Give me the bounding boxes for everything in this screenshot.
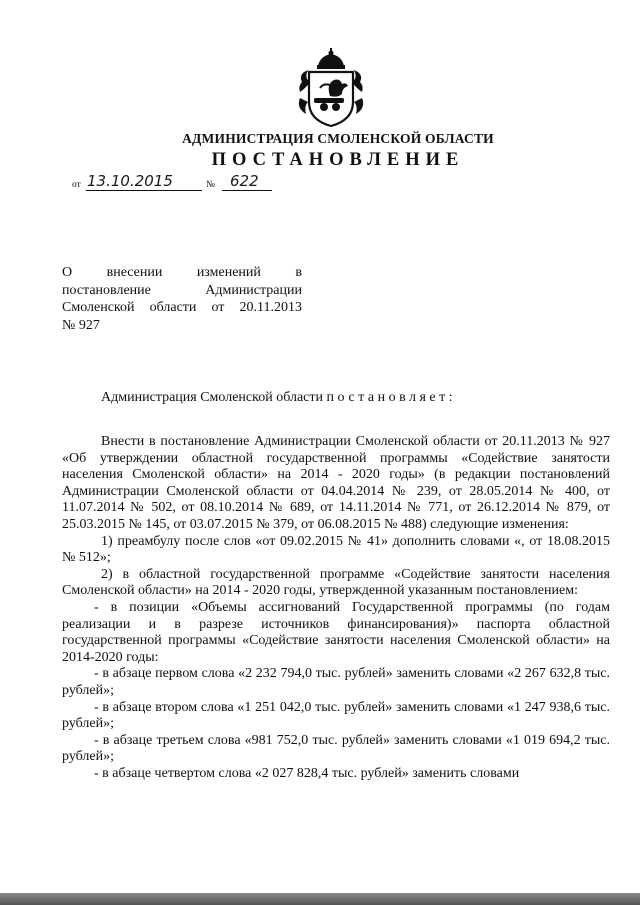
body-paragraph-4: - в абзаце четвертом слова «2 027 828,4 тыс. рублей» заменить словами bbox=[94, 765, 520, 781]
decree-verb: постановляет: bbox=[326, 390, 457, 405]
body-item-1: 1) преамбулу после слов «от 09.02.2015 № 41» дополнить словами «, от 18.08.2015 № 512»; bbox=[62, 533, 610, 566]
body-item-2: 2) в областной государственной программе «Содействие занятости населения Смоленской области» на 2014 - 2020 годы, утвержденной указанным постановлением: bbox=[62, 566, 610, 599]
smolensk-coat-of-arms-icon bbox=[296, 48, 366, 128]
date-from-label: от bbox=[72, 180, 81, 190]
body-paragraph-3: - в абзаце третьем слова «981 752,0 тыс. рублей» заменить словами «1 019 694,2 тыс. рублей»; bbox=[62, 732, 610, 765]
body-paragraph-1: - в абзаце первом слова «2 232 794,0 тыс. рублей» заменить словами «2 267 632,8 тыс. рублей»; bbox=[62, 666, 610, 698]
number-underline bbox=[222, 190, 272, 191]
decree-subject: Администрация Смоленской области bbox=[101, 390, 327, 405]
scan-bottom-edge bbox=[0, 893, 640, 905]
body-text bbox=[62, 434, 610, 782]
subject-line: О внесении изменений в bbox=[62, 265, 302, 280]
date-value: 13.10.2015 bbox=[87, 172, 173, 190]
org-name: АДМИНИСТРАЦИЯ СМОЛЕНСКОЙ ОБЛАСТИ bbox=[182, 131, 494, 146]
subject-line: постановление Администрации bbox=[62, 282, 302, 298]
body-paragraph-intro: Внести в постановление Администрации Смоленской области от 20.11.2013 № 927 «Об утверждении областной государственной программы «Содействие занятости населения Смоленской области» на 2014 - 2020 годы» (в редакции постановлений Администрации Смоленской области от 04.04.2014 № 239, от 28.05.2014 № 400, от 11.07.2014 № 502, от 08.10.2014 № 689, от 14.11.2014 № 771, от 26.12.2014 № 879, от 25.03.2015 № 145, от 03.07.2015 № 379, от 06.08.2015 № 488) следующие изменения: bbox=[62, 434, 610, 532]
number-value: 622 bbox=[230, 172, 259, 190]
subject-line: № 927 bbox=[62, 317, 100, 333]
body-paragraph-2: - в абзаце втором слова «1 251 042,0 тыс. рублей» заменить словами «1 247 938,6 тыс. рублей»; bbox=[62, 699, 610, 732]
doc-type-title: ПОСТАНОВЛЕНИЕ bbox=[211, 150, 465, 170]
subject-block bbox=[62, 264, 302, 334]
decree-line bbox=[101, 390, 456, 406]
date-underline bbox=[86, 190, 202, 191]
body-position: - в позиции «Объемы ассигнований Государственной программы (по годам реализации и в разрезе источников финансирования)» паспорта областной государственной программы «Содействие занятости населения Смоленской области» на 2014-2020 годы: bbox=[62, 599, 610, 665]
number-label: № bbox=[206, 180, 216, 190]
subject-line: Смоленской области от 20.11.2013 bbox=[62, 300, 302, 315]
